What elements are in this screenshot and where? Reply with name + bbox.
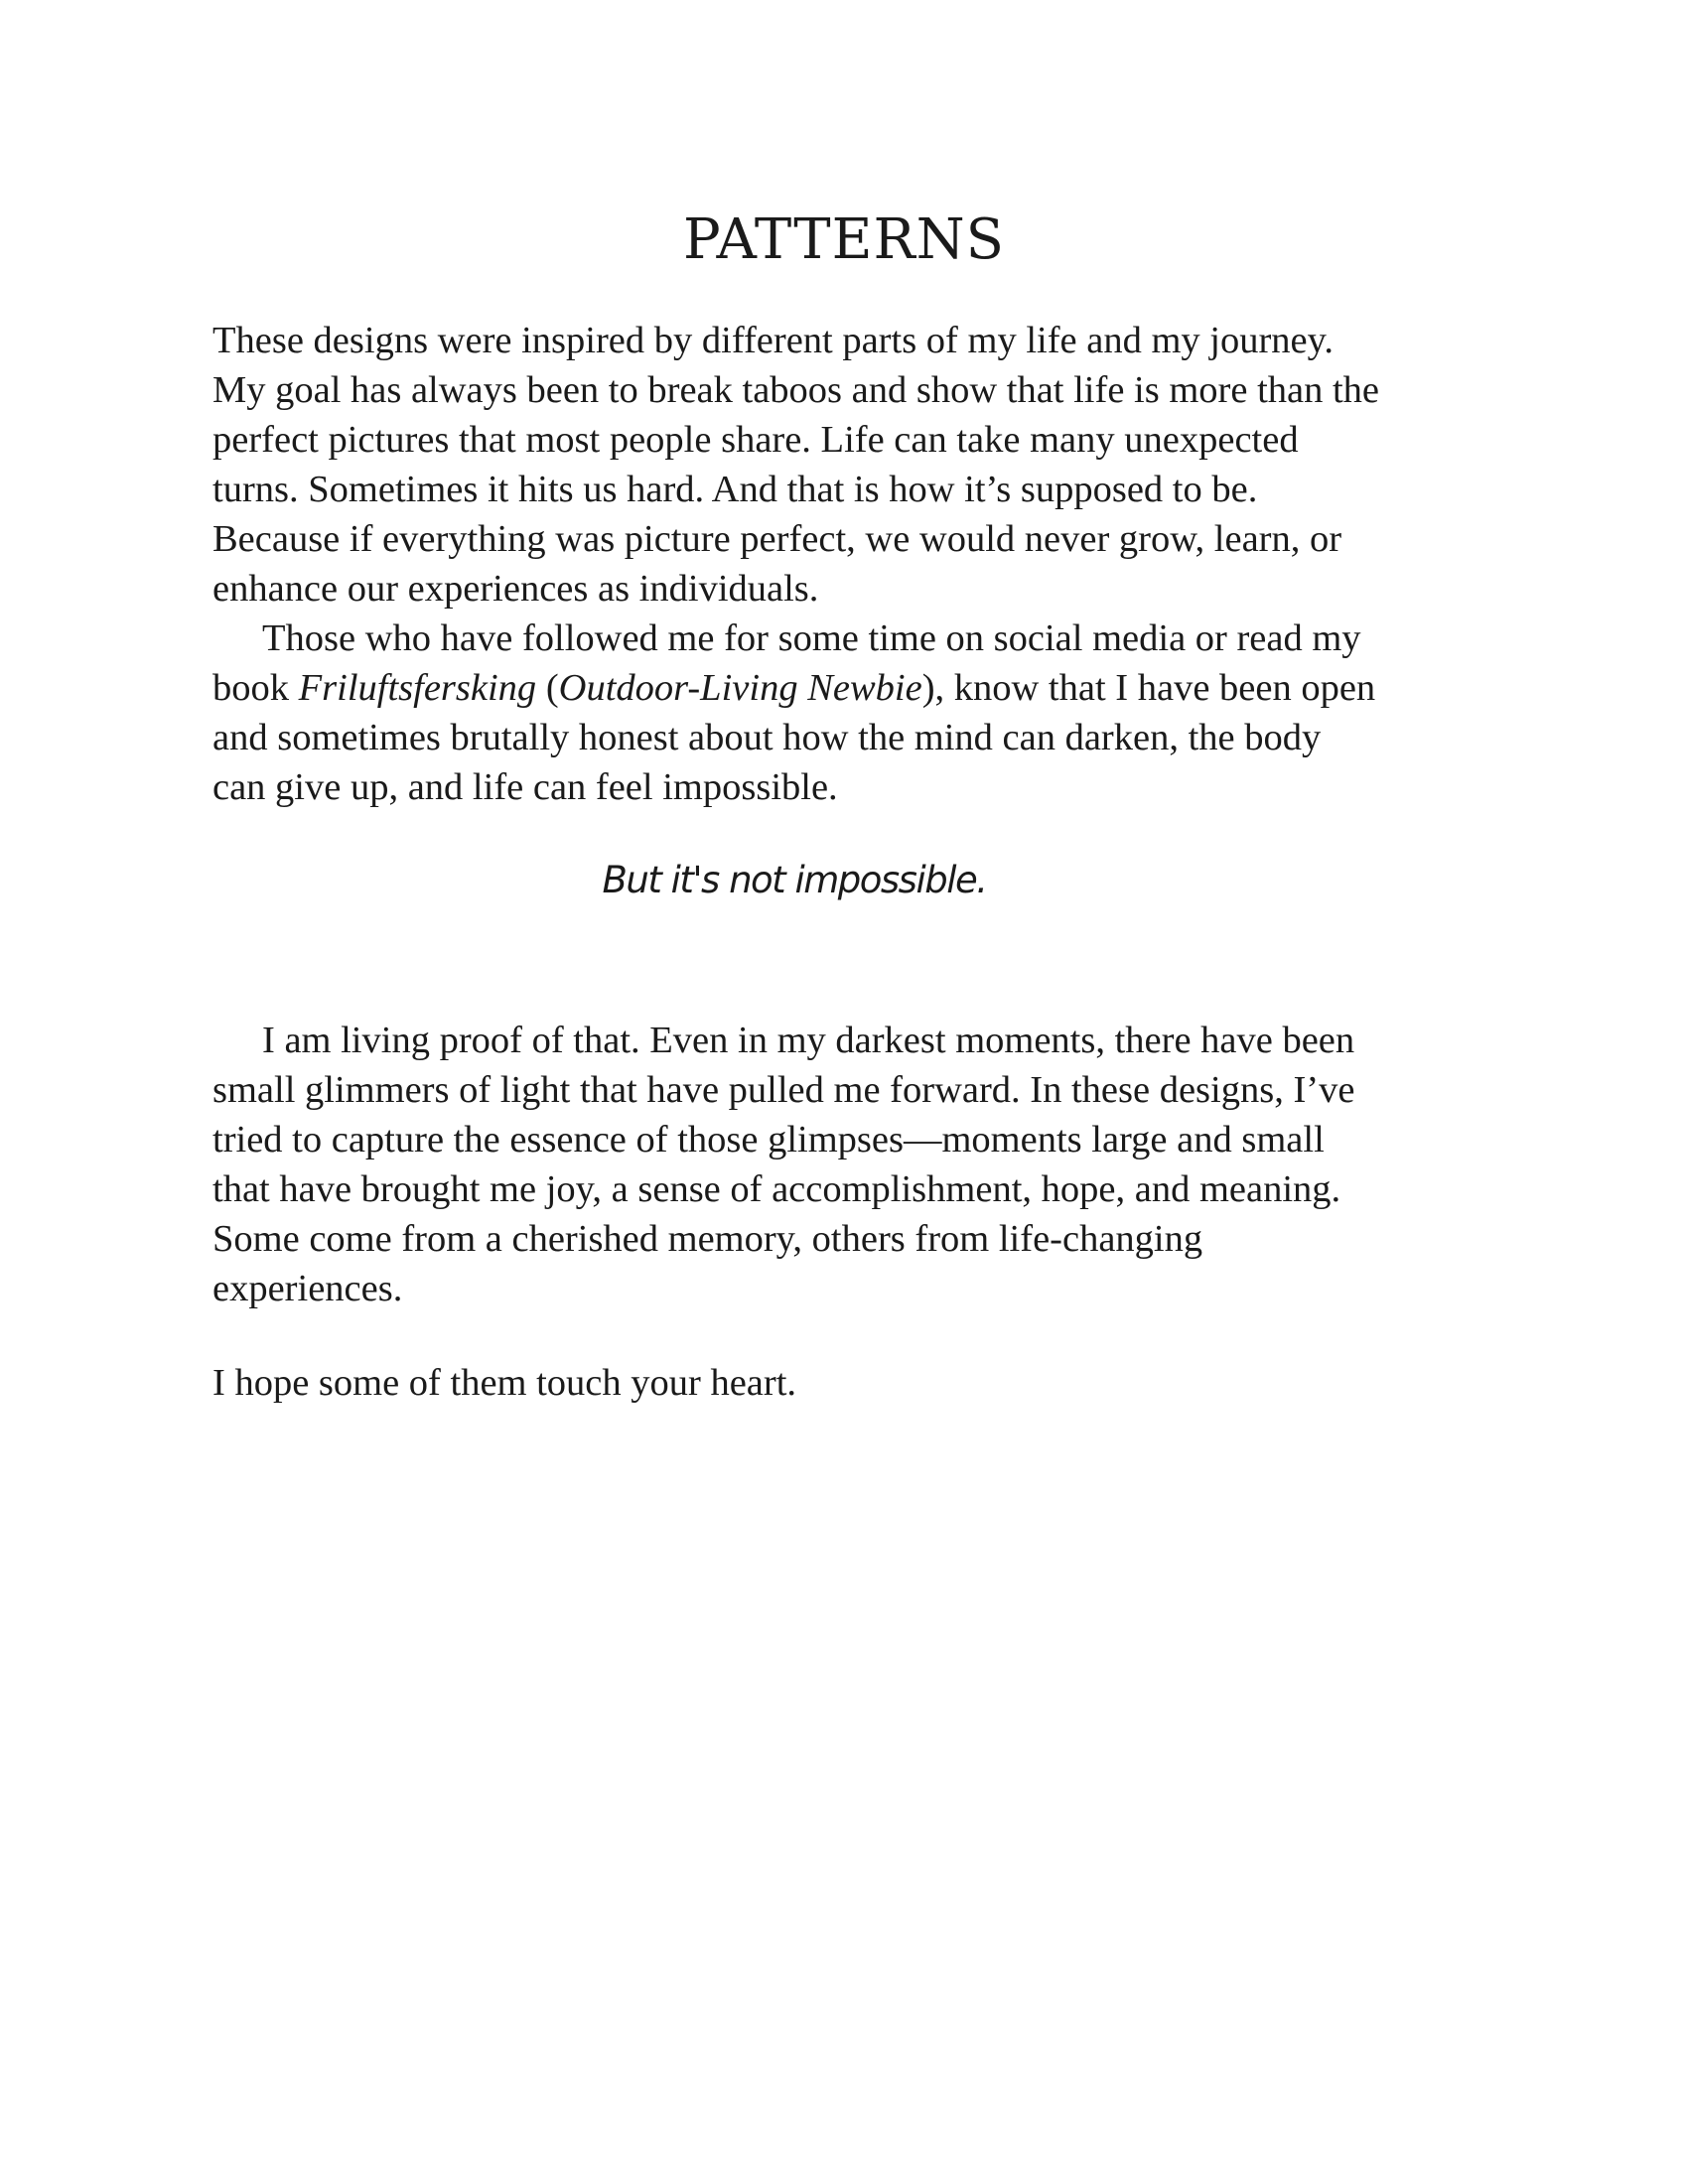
paragraph-line: and sometimes brutally honest about how the mind can darken, the body (212, 717, 1322, 758)
paragraph-line-with-book-title (212, 663, 1503, 713)
intro-paragraph (212, 316, 1503, 614)
paragraph-line: Some come from a cherished memory, others from life-changing (212, 1218, 1203, 1260)
paragraph-line: turns. Sometimes it hits us hard. And that is how it’s supposed to be. (212, 469, 1258, 510)
paragraph-line: experiences. (212, 1268, 403, 1309)
callout-quote: But it's not impossible. (602, 859, 987, 901)
paragraph-line: Because if everything was picture perfect, we would never grow, learn, or (212, 518, 1342, 560)
paragraph-line: Those who have followed me for some time on social media or read my (262, 617, 1361, 659)
paragraph-line: I am living proof of that. Even in my darkest moments, there have been (262, 1020, 1355, 1061)
paragraph-line: tried to capture the essence of those glimpses—moments large and small (212, 1119, 1325, 1160)
paragraph-line: small glimmers of light that have pulled me forward. In these designs, I’ve (212, 1069, 1355, 1111)
paragraph-line: enhance our experiences as individuals. (212, 568, 819, 610)
text-fragment: book (212, 667, 299, 709)
paragraph-line: My goal has always been to break taboos and show that life is more than the (212, 369, 1380, 411)
paragraph-line: can give up, and life can feel impossible. (212, 766, 838, 808)
text-fragment: ( (536, 667, 559, 709)
book-title: Friluftsfersking (298, 667, 537, 709)
paragraph-line: that have brought me joy, a sense of accomplishment, hope, and meaning. (212, 1168, 1341, 1210)
paragraph-line: These designs were inspired by different parts of my life and my journey. (212, 320, 1335, 361)
closing-line: I hope some of them touch your heart. (212, 1362, 797, 1404)
social-media-paragraph (212, 614, 1503, 812)
page-title: PATTERNS (682, 207, 1006, 272)
paragraph-line: perfect pictures that most people share. Life can take many unexpected (212, 419, 1299, 461)
living-proof-paragraph (212, 1016, 1503, 1313)
text-fragment: ), know that I have been open (921, 667, 1376, 709)
book-title-translation: Outdoor-Living Newbie (558, 667, 922, 709)
